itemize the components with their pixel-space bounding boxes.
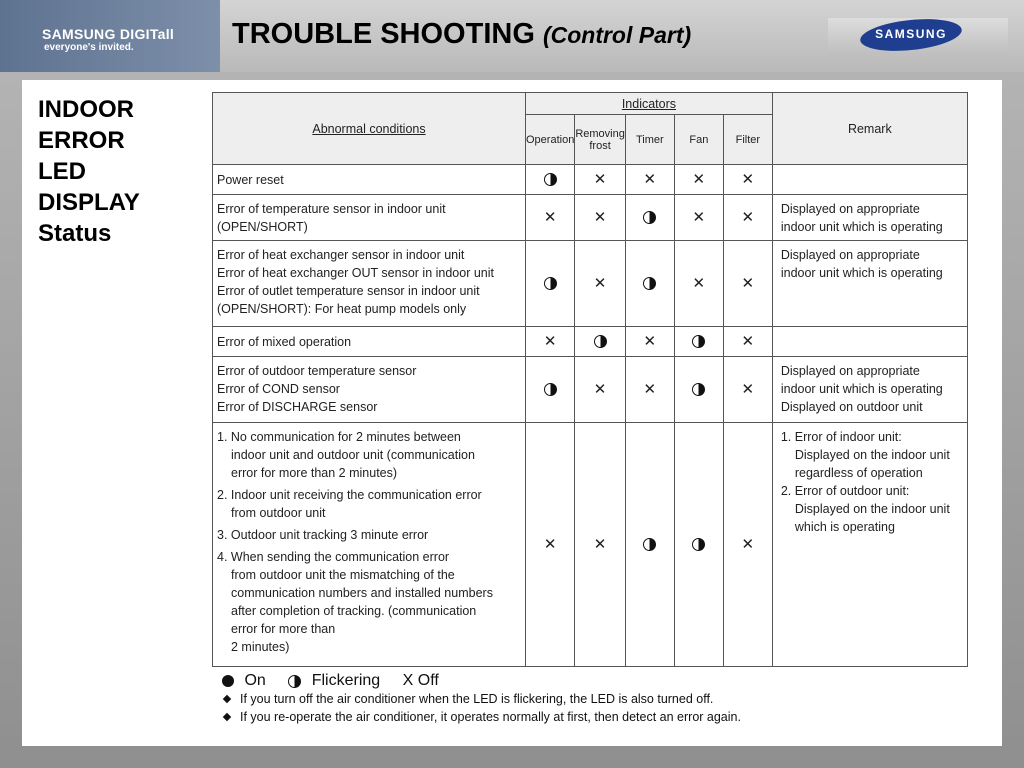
page-title [232, 18, 691, 51]
condition-cell [213, 327, 526, 357]
condition-text: 2. Indoor unit receiving the communication error [217, 488, 482, 502]
remark-text: indoor unit which is operating [780, 220, 943, 234]
condition-text: from outdoor unit [231, 506, 326, 520]
legend-off: X Off [402, 672, 439, 689]
remark-text: regardless of operation [794, 466, 923, 480]
header-operation: Operation [526, 115, 575, 165]
off-icon: ✕ [741, 380, 755, 398]
remark-text: indoor unit which is operating [780, 266, 943, 280]
condition-text: from outdoor unit the mismatching of the [231, 568, 455, 582]
indicator-cell [526, 423, 575, 667]
condition-cell [213, 241, 526, 327]
condition-text: indoor unit and outdoor unit (communication [231, 448, 475, 462]
diamond-bullet-icon [223, 713, 231, 721]
condition-cell [213, 195, 526, 241]
indicator-cell [723, 327, 772, 357]
side-title-line: ERROR [38, 127, 125, 154]
flickering-icon [594, 335, 607, 348]
condition-text: Error of COND sensor [217, 382, 340, 396]
off-icon: ✕ [741, 535, 755, 553]
condition-text: (OPEN/SHORT) [217, 220, 308, 234]
off-icon: ✕ [692, 274, 706, 292]
condition-text: Error of outlet temperature sensor in indoor unit [217, 284, 480, 298]
remark-text: indoor unit which is operating [780, 382, 943, 396]
table-row [213, 327, 968, 357]
condition-cell [213, 357, 526, 423]
note-item [222, 710, 741, 724]
condition-text: 3. Outdoor unit tracking 3 minute error [217, 528, 429, 542]
title-main: TROUBLE SHOOTING [232, 18, 535, 50]
table-row [213, 423, 968, 667]
table-body [213, 165, 968, 667]
side-title-line: DISPLAY [38, 189, 140, 216]
indicator-cell [575, 241, 626, 327]
table-bottom-rule [212, 666, 963, 667]
remark-text: 2. Error of outdoor unit: [780, 484, 910, 498]
brand-logo-box [0, 0, 220, 72]
error-table [212, 92, 968, 667]
indicator-cell [723, 241, 772, 327]
condition-text: error for more than [231, 622, 336, 636]
note-text: If you turn off the air conditioner when the LED is flickering, the LED is also turned off. [240, 692, 714, 706]
indicator-cell [575, 357, 626, 423]
flickering-icon [544, 383, 557, 396]
remark-cell [772, 241, 967, 327]
table-row [213, 165, 968, 195]
header-filter: Filter [723, 115, 772, 165]
condition-text: 4. When sending the communication error [217, 550, 450, 564]
title-sub: (Control Part) [542, 22, 692, 48]
remark-text: which is operating [794, 520, 895, 534]
indicator-cell [575, 423, 626, 667]
condition-text: Error of temperature sensor in indoor unit [217, 202, 446, 216]
remark-cell [772, 195, 967, 241]
indicator-cell [625, 423, 674, 667]
side-title-line: INDOOR [38, 96, 134, 123]
off-icon: ✕ [741, 208, 755, 226]
indicator-cell [625, 195, 674, 241]
table-row [213, 357, 968, 423]
flickering-icon [288, 675, 301, 688]
legend [222, 672, 439, 690]
off-icon: ✕ [543, 332, 557, 350]
indicator-cell [526, 241, 575, 327]
header-removing-frost: Removing frost [575, 115, 626, 165]
indicator-cell [674, 357, 723, 423]
indicator-cell [674, 241, 723, 327]
condition-text: error for more than 2 minutes) [231, 466, 398, 480]
condition-text: Error of outdoor temperature sensor [217, 364, 417, 378]
indicator-cell [723, 423, 772, 667]
remark-text: Displayed on the indoor unit [794, 448, 950, 462]
off-icon: ✕ [593, 535, 607, 553]
condition-text: Error of DISCHARGE sensor [217, 400, 378, 414]
table-row [213, 241, 968, 327]
indicator-cell [625, 357, 674, 423]
off-icon: ✕ [643, 332, 657, 350]
indicator-cell [575, 327, 626, 357]
condition-text: Power reset [217, 172, 284, 187]
table-row [213, 195, 968, 241]
indicator-cell [526, 165, 575, 195]
condition-text: (OPEN/SHORT): For heat pump models only [217, 302, 467, 316]
header-timer: Timer [625, 115, 674, 165]
indicator-cell [526, 195, 575, 241]
flickering-icon [692, 538, 705, 551]
indicator-cell [575, 165, 626, 195]
remark-cell [772, 423, 967, 667]
note-item [222, 692, 713, 706]
indicator-cell [625, 327, 674, 357]
indicator-cell [575, 195, 626, 241]
indicator-cell [674, 165, 723, 195]
indicator-cell [526, 327, 575, 357]
remark-text: Displayed on appropriate [780, 202, 920, 216]
off-icon: ✕ [593, 170, 607, 188]
indicator-cell [526, 357, 575, 423]
condition-text: Error of mixed operation [217, 334, 352, 349]
remark-cell [772, 165, 967, 195]
header-abnormal-conditions: Abnormal conditions [213, 93, 526, 165]
off-icon: ✕ [593, 380, 607, 398]
off-icon: ✕ [593, 208, 607, 226]
remark-text: 1. Error of indoor unit: [780, 430, 902, 444]
side-title-line: LED [38, 158, 86, 185]
side-title-line: Status [38, 220, 112, 247]
condition-text: Error of heat exchanger sensor in indoor unit [217, 248, 465, 262]
remark-text: Displayed on appropriate [780, 248, 920, 262]
remark-text: Displayed on outdoor unit [780, 400, 923, 414]
flickering-icon [643, 277, 656, 290]
indicator-cell [723, 357, 772, 423]
condition-text: Error of heat exchanger OUT sensor in indoor unit [217, 266, 494, 280]
off-icon: ✕ [543, 208, 557, 226]
on-icon [222, 675, 234, 687]
note-text: If you re-operate the air conditioner, it operates normally at first, then detect an error again. [240, 710, 741, 724]
remark-cell [772, 357, 967, 423]
off-icon: ✕ [741, 332, 755, 350]
header-remark: Remark [772, 93, 967, 165]
legend-flickering: Flickering [311, 672, 381, 689]
condition-cell [213, 165, 526, 195]
flickering-icon [643, 211, 656, 224]
indicator-cell [723, 165, 772, 195]
remark-cell [772, 327, 967, 357]
off-icon: ✕ [543, 535, 557, 553]
remark-text: Displayed on the indoor unit [794, 502, 950, 516]
condition-cell [213, 423, 526, 667]
samsung-logo-text: SAMSUNG [875, 27, 947, 41]
condition-text: 1. No communication for 2 minutes between [217, 430, 461, 444]
flickering-icon [643, 538, 656, 551]
diamond-bullet-icon [223, 695, 231, 703]
condition-text: communication numbers and installed numbers [231, 586, 493, 600]
flickering-icon [692, 383, 705, 396]
brand-tagline: everyone's invited. [44, 42, 134, 53]
indicator-cell [674, 327, 723, 357]
off-icon: ✕ [692, 170, 706, 188]
off-icon: ✕ [643, 380, 657, 398]
indicator-cell [674, 423, 723, 667]
flickering-icon [692, 335, 705, 348]
off-icon: ✕ [741, 170, 755, 188]
off-icon: ✕ [643, 170, 657, 188]
flickering-icon [544, 277, 557, 290]
indicator-cell [723, 195, 772, 241]
brand-logo-text: SAMSUNG DIGITall [42, 26, 175, 42]
header-indicators: Indicators [526, 93, 773, 115]
legend-on: On [244, 672, 266, 689]
side-title [38, 94, 140, 249]
off-icon: ✕ [692, 208, 706, 226]
indicator-cell [625, 165, 674, 195]
off-icon: ✕ [741, 274, 755, 292]
indicator-cell [625, 241, 674, 327]
condition-text: 2 minutes) [231, 640, 290, 654]
flickering-icon [544, 173, 557, 186]
remark-text: Displayed on appropriate [780, 364, 920, 378]
condition-text: after completion of tracking. (communication [231, 604, 477, 618]
indicator-cell [674, 195, 723, 241]
header-fan: Fan [674, 115, 723, 165]
off-icon: ✕ [593, 274, 607, 292]
